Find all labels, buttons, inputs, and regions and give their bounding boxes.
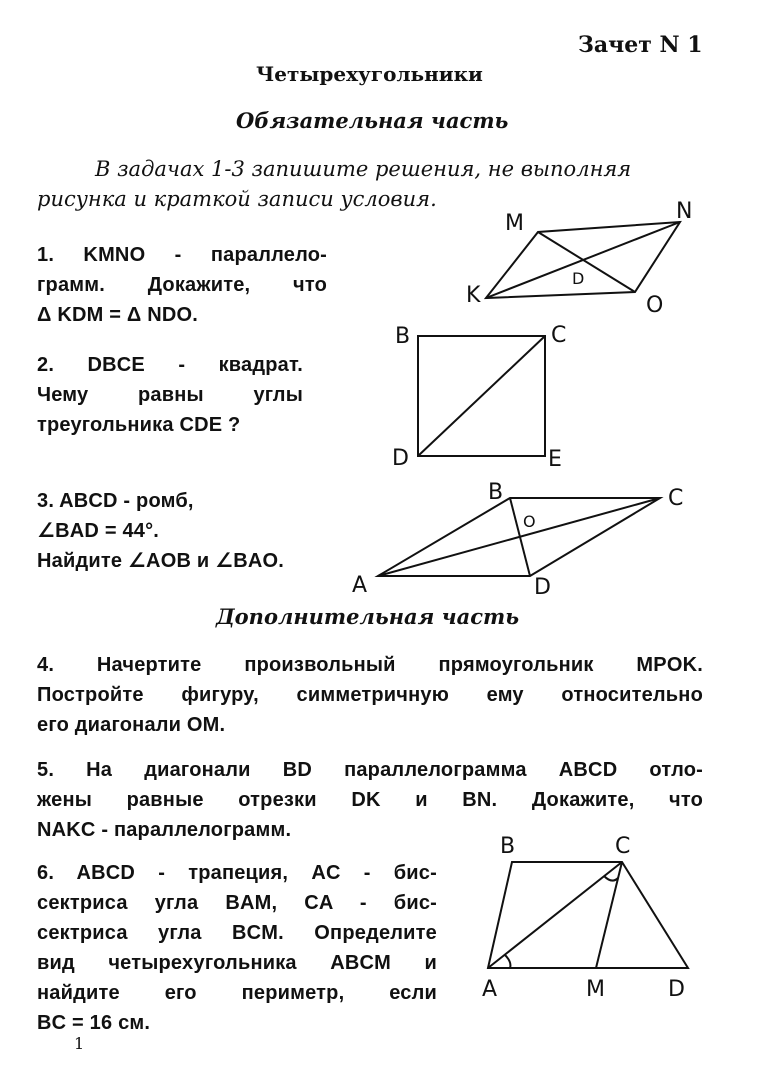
fig1-label-d: D [572,269,585,288]
task-6-line-4: вид четырехугольника ABCM и [37,952,437,974]
fig6-label-c: C [615,834,631,859]
task-5-line-1: 5. На диагонали BD параллелограмма ABCD отло- [37,759,703,781]
task-2-line-1: 2. DBCE - квадрат. [37,354,303,376]
fig6-label-m: M [586,977,605,1002]
fig2-label-d: D [392,446,409,471]
task-1-line-2: грамм. Докажите, что [37,274,327,296]
fig2-label-c: C [551,323,567,348]
task-4-line-1: 4. Начертите произвольный прямоугольник MPOK. [37,654,703,676]
fig6-label-b: B [500,834,516,859]
fig6-angle-arc-a [505,955,510,968]
required-section-heading: Обязательная часть [236,108,509,133]
page-mark: 1 [74,1034,85,1053]
fig1-label-o: O [646,293,664,318]
task-3-line-1: 3. ABCD - ромб, [37,490,194,512]
page-title: Четырехугольники [256,62,483,86]
task-4-line-3: его диагонали OM. [37,714,226,736]
optional-section-heading: Дополнительная часть [216,604,520,629]
fig3-label-d: D [534,575,551,600]
task-3-line-2: ∠BAD = 44°. [37,520,160,542]
fig3-label-b: B [488,480,504,505]
fig2-label-e: E [548,447,562,472]
task-4-line-2: Постройте фигуру, симметричную ему относительно [37,684,703,706]
task-1-line-1: 1. KMNO - параллело- [37,244,327,266]
instruction-line-2: рисунка и краткой записи условия. [37,187,437,211]
task-5-line-2: жены равные отрезки DK и BN. Докажите, что [37,789,703,811]
task-3-line-3: Найдите ∠AOB и ∠BAO. [37,550,285,572]
fig1-label-k: K [466,283,481,308]
instruction-line-1: В задачах 1-3 запишите решения, не выполняя [95,157,632,181]
fig3-label-a: A [352,573,368,598]
task-5-line-3: NAKC - параллелограмм. [37,819,292,841]
task-2-line-2: Чему равны углы [37,384,303,406]
test-number: Зачет N 1 [578,32,703,58]
fig3-label-c: C [668,486,684,511]
fig1-label-n: N [676,199,693,224]
fig6-outline [488,862,688,968]
fig6-label-d: D [668,977,685,1002]
task-2-line-3: треугольника CDE ? [37,414,241,436]
task-6-line-3: сектриса угла BCM. Определите [37,922,437,944]
task-1-line-3: Δ KDM = Δ NDO. [37,304,199,326]
fig6-segment-cm [596,862,622,968]
task-6-line-2: сектриса угла BAM, CA - бис- [37,892,437,914]
fig3-label-o: O [523,512,536,531]
fig6-label-a: A [482,977,498,1002]
task-6-line-1: 6. ABCD - трапеция, AC - бис- [37,862,437,884]
fig1-label-m: M [505,211,524,236]
task-6-line-6: BC = 16 см. [37,1012,151,1034]
fig2-label-b: B [395,324,411,349]
fig6-angle-arc-c [604,876,618,881]
task-6-line-5: найдите его периметр, если [37,982,437,1004]
